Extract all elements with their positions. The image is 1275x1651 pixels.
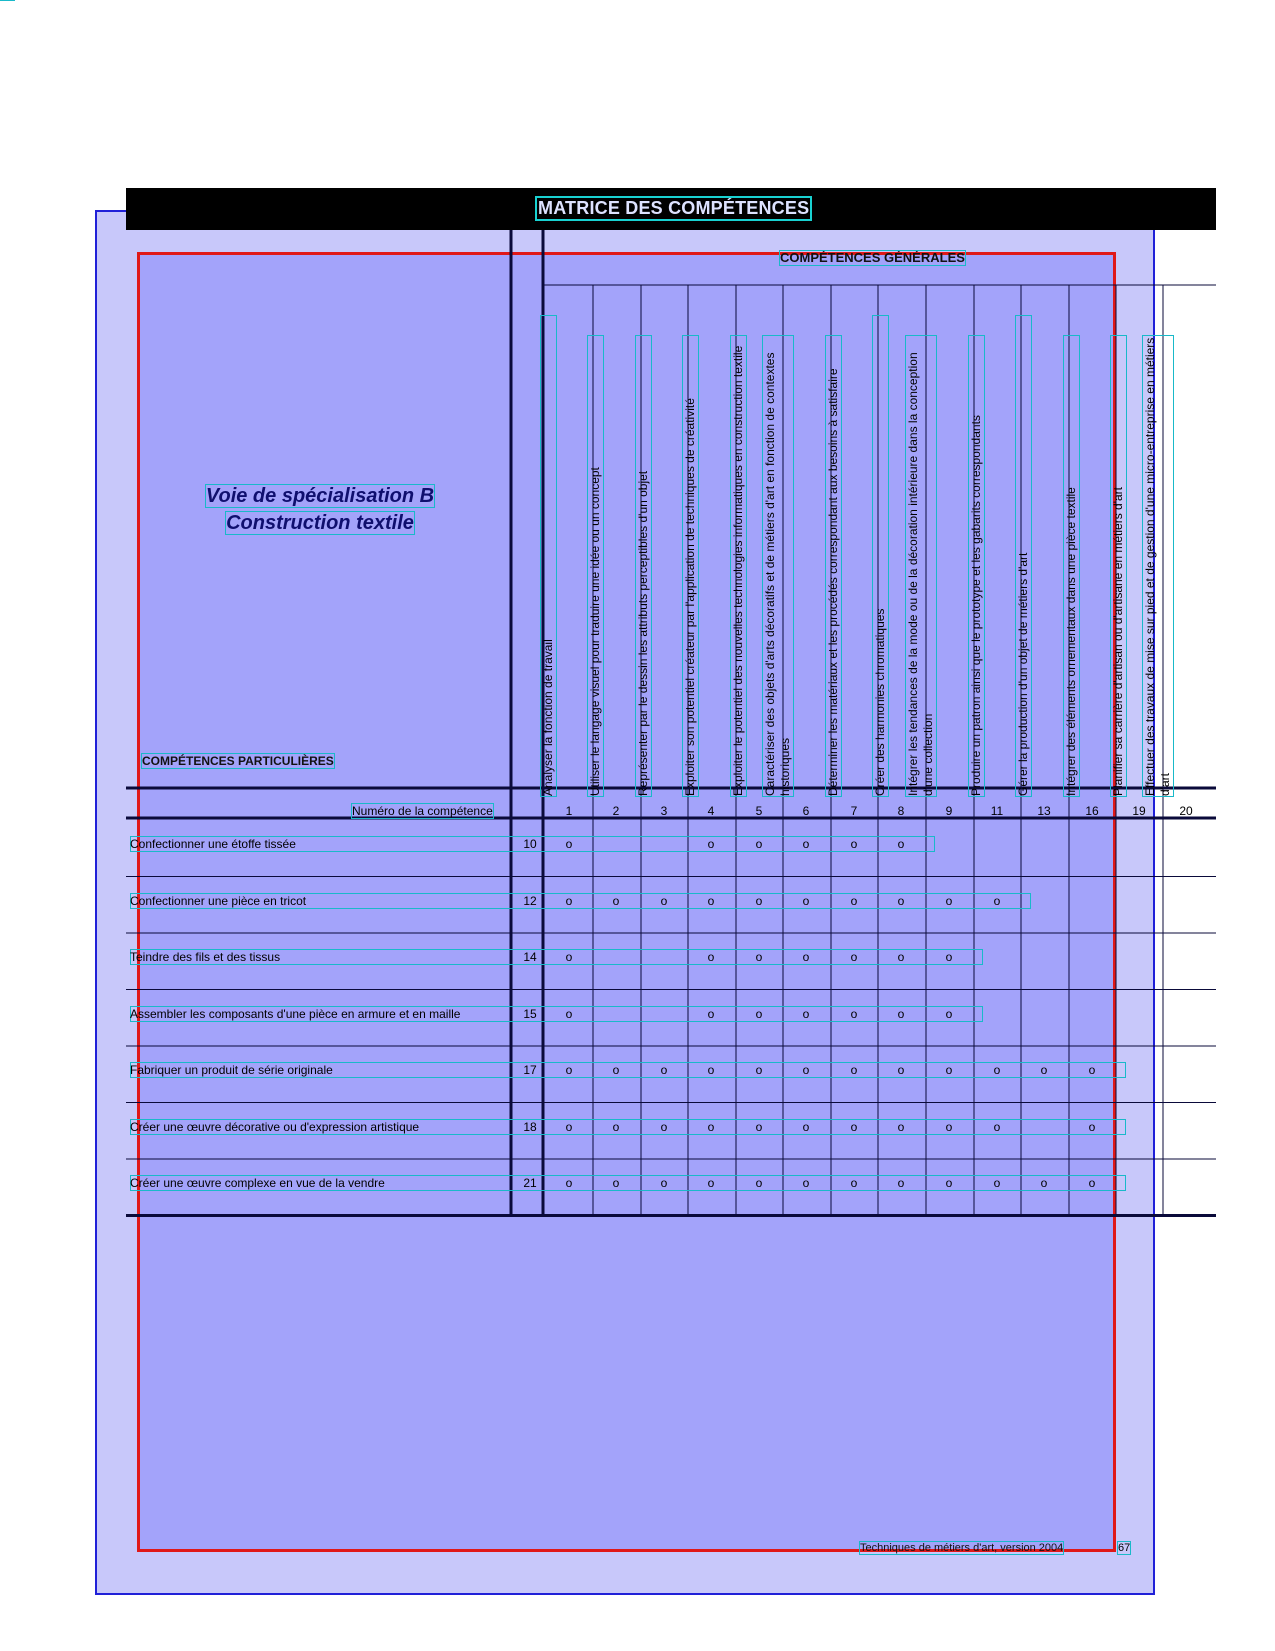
general-competency-label: Analyser la fonction de travail (541, 316, 556, 796)
particular-competency-number: 18 (523, 1119, 537, 1134)
particular-competency-number: 17 (523, 1063, 537, 1077)
competency-link-mark: o (802, 950, 810, 964)
general-competency-header (906, 352, 937, 796)
particular-competency-label: Confectionner une étoffe tissée (130, 837, 296, 851)
competency-link-mark: o (707, 1063, 715, 1077)
general-competency-header (588, 467, 604, 796)
general-competency-number: 2 (612, 804, 620, 818)
general-competency-number: 7 (850, 804, 858, 818)
particular-competency-label: Teindre des fils et des tissus (130, 950, 281, 964)
competency-link-mark: o (993, 893, 1001, 908)
competency-link-mark: o (802, 837, 810, 851)
particular-competency-number: 10 (523, 837, 537, 851)
competency-link-mark: o (612, 893, 620, 908)
competency-link-mark: o (897, 837, 905, 851)
competency-link-mark: o (565, 1119, 573, 1134)
competency-link-mark: o (802, 1176, 810, 1190)
competency-link-mark: o (565, 837, 573, 851)
competency-link-mark: o (850, 1119, 858, 1134)
competency-link-mark: o (945, 893, 953, 908)
competency-link-mark: o (660, 1119, 668, 1134)
competency-link-mark: o (993, 1119, 1001, 1134)
general-competency-header (873, 608, 889, 796)
general-competency-label: Exploiter son potentiel créateur par l'application de techniques de créativité (683, 336, 698, 796)
general-competency-number: 5 (755, 804, 763, 818)
numero-row-label: Numéro de la compétence (352, 804, 493, 818)
competency-link-mark: o (945, 1006, 953, 1021)
competency-link-mark: o (993, 1176, 1001, 1190)
particular-competency-label: Fabriquer un produit de série originale (130, 1063, 333, 1077)
general-competency-label: Exploiter le potentiel des nouvelles technologies informatiques en construction textile (731, 336, 746, 796)
general-competency-label: Intégrer les tendances de la mode ou de la décoration intérieure dans la conception d'une collection (906, 336, 936, 796)
competency-link-mark: o (897, 1176, 905, 1190)
competency-link-mark: o (1088, 1063, 1096, 1077)
competency-link-mark: o (1088, 1176, 1096, 1190)
general-competency-header (1111, 486, 1127, 796)
competency-link-mark: o (945, 1119, 953, 1134)
particular-competency-number: 15 (523, 1006, 537, 1021)
particular-competency-label: Confectionner une pièce en tricot (130, 893, 307, 908)
general-competency-number: 3 (660, 804, 668, 818)
competency-link-mark: o (945, 1176, 953, 1190)
general-competency-number: 20 (1179, 804, 1193, 818)
general-competency-label: Gérer la production d'un objet de métiers d'art (1016, 316, 1031, 796)
competency-link-mark: o (565, 950, 573, 964)
general-competency-header (969, 415, 985, 796)
general-competency-number: 8 (897, 804, 905, 818)
competency-link-mark: o (897, 950, 905, 964)
competency-link-mark: o (850, 950, 858, 964)
competency-link-mark: o (945, 950, 953, 964)
general-competency-number: 9 (945, 804, 953, 818)
competency-link-mark: o (755, 950, 763, 964)
general-competency-label: Produire un patron ainsi que le prototype et les gabarits correspondants (969, 336, 984, 796)
competency-link-mark: o (660, 1063, 668, 1077)
general-competency-label: Planifier sa carrière d'artisan ou d'artisane en métiers d'art (1111, 336, 1126, 796)
footer-text: Techniques de métiers d'art, version 2004 (860, 1542, 1064, 1554)
competency-link-mark: o (707, 893, 715, 908)
competency-link-mark: o (707, 1176, 715, 1190)
competency-link-mark: o (802, 1006, 810, 1021)
competency-link-mark: o (945, 1063, 953, 1077)
competency-link-mark: o (707, 950, 715, 964)
general-competency-label: Déterminer les matériaux et les procédés correspondant aux besoins à satisfaire (826, 336, 841, 796)
competency-link-mark: o (565, 893, 573, 908)
voie-line-1: Voie de spécialisation B (205, 485, 435, 507)
competency-link-mark: o (755, 1063, 763, 1077)
general-competency-number: 11 (990, 804, 1004, 818)
competency-link-mark: o (897, 1119, 905, 1134)
competency-link-mark: o (565, 1006, 573, 1021)
competency-link-mark: o (755, 1006, 763, 1021)
general-competency-label: Effectuer des travaux de mise sur pied et de gestion d'une micro-entreprise en métiers d'art (1143, 337, 1172, 796)
particular-competency-number: 12 (523, 893, 537, 908)
general-competencies-header: COMPÉTENCES GÉNÉRALES (780, 250, 965, 265)
competency-link-mark: o (707, 837, 715, 851)
general-competency-number: 1 (565, 804, 573, 818)
competency-link-mark: o (707, 1006, 715, 1021)
general-competency-number: 16 (1085, 804, 1099, 818)
voie-line-2: Construction textile (226, 512, 414, 534)
competency-link-mark: o (755, 1119, 763, 1134)
competency-link-mark: o (850, 893, 858, 908)
competency-link-mark: o (612, 1063, 620, 1077)
general-competency-header (1016, 552, 1032, 796)
competency-link-mark: o (897, 893, 905, 908)
competency-link-mark: o (565, 1176, 573, 1190)
competency-link-mark: o (850, 1063, 858, 1077)
general-competency-label: Utiliser le langage visuel pour traduire une idée ou un concept (588, 336, 603, 796)
competency-link-mark: o (660, 893, 668, 908)
general-competency-header (826, 368, 842, 796)
particular-competencies-header: COMPÉTENCES PARTICULIÈRES (142, 754, 334, 768)
competency-link-mark: o (755, 1176, 763, 1190)
general-competency-header (683, 398, 699, 796)
document-title: MATRICE DES COMPÉTENCES (538, 198, 810, 218)
competency-link-mark: o (1040, 1176, 1048, 1190)
particular-competency-label: Assembler les composants d'une pièce en armure et en maille (130, 1006, 461, 1021)
competency-link-mark: o (850, 1176, 858, 1190)
competency-link-mark: o (1040, 1063, 1048, 1077)
page-number: 67 (1118, 1542, 1131, 1554)
general-competency-header (1143, 337, 1174, 796)
general-competency-label: Intégrer des éléments ornementaux dans une pièce textile (1064, 336, 1079, 796)
competency-link-mark: o (612, 1176, 620, 1190)
competency-link-mark: o (802, 1063, 810, 1077)
competency-link-mark: o (612, 1119, 620, 1134)
competency-link-mark: o (897, 1063, 905, 1077)
competency-link-mark: o (1088, 1119, 1096, 1134)
competency-link-mark: o (850, 1006, 858, 1021)
competency-link-mark: o (565, 1063, 573, 1077)
particular-competency-number: 21 (523, 1176, 537, 1190)
general-competency-number: 6 (802, 804, 810, 818)
general-competency-header (763, 352, 794, 796)
general-competency-number: 4 (707, 804, 715, 818)
competency-link-mark: o (802, 893, 810, 908)
general-competency-number: 19 (1132, 804, 1146, 818)
competency-link-mark: o (850, 837, 858, 851)
general-competency-label: Représenter par le dessin les attributs perceptibles d'un objet (636, 336, 651, 796)
competency-link-mark: o (897, 1006, 905, 1021)
particular-competency-label: Créer une œuvre décorative ou d'expression artistique (130, 1119, 420, 1134)
competency-link-mark: o (993, 1063, 1001, 1077)
general-competency-number: 13 (1037, 804, 1051, 818)
general-competency-header (541, 639, 557, 796)
competency-link-mark: o (755, 837, 763, 851)
general-competency-label: Créer des harmonies chromatiques (873, 316, 888, 796)
voie-subtitle (130, 512, 510, 535)
general-competency-label: Caractériser des objets d'arts décoratifs et de métiers d'art en fonction de contextes historiques (763, 336, 793, 796)
general-competency-header (731, 345, 747, 796)
competency-link-mark: o (660, 1176, 668, 1190)
general-competency-header (636, 470, 652, 796)
particular-competency-label: Créer une œuvre complexe en vue de la vendre (130, 1176, 385, 1190)
voie-title (130, 485, 510, 508)
competency-link-mark: o (707, 1119, 715, 1134)
competency-link-mark: o (755, 893, 763, 908)
general-competency-header (1064, 487, 1080, 796)
competency-link-mark: o (802, 1119, 810, 1134)
particular-competency-number: 14 (523, 950, 537, 964)
